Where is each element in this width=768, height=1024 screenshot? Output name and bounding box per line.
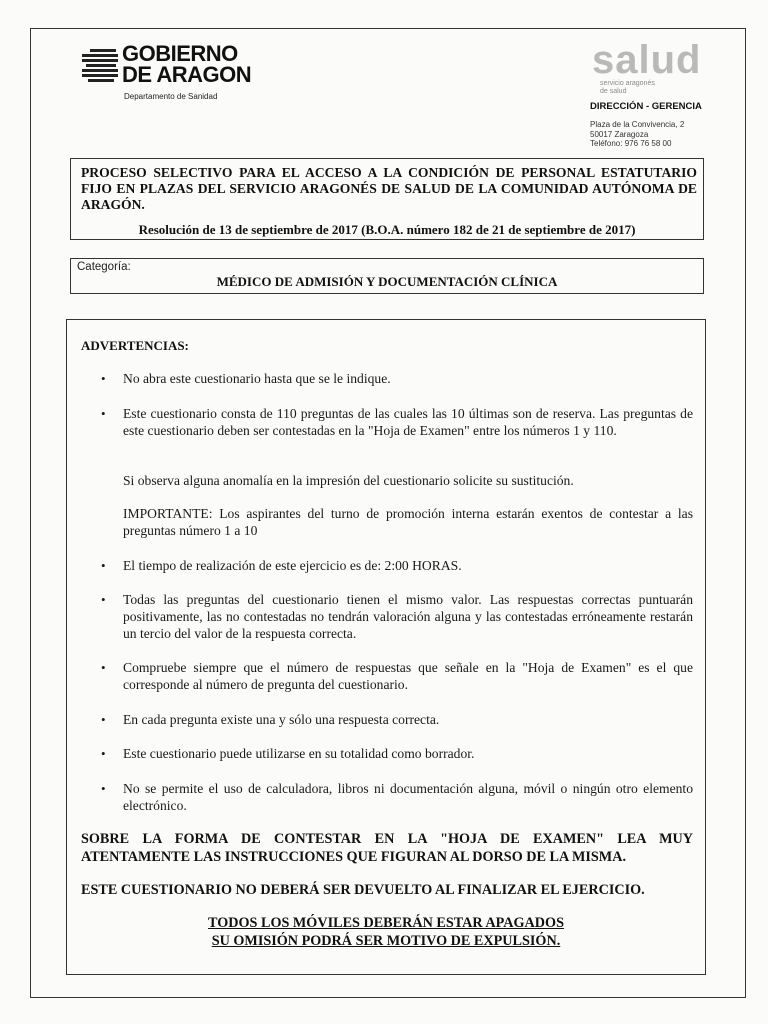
bullet-icon: • [101, 371, 106, 386]
no-return-notice: ESTE CUESTIONARIO NO DEBERÁ SER DEVUELTO AL FINALIZAR EL EJERCICIO. [81, 882, 645, 898]
resolution-line: Resolución de 13 de septiembre de 2017 (B.O.A. número 182 de 21 de septiembre de 2017) [138, 222, 636, 237]
warning-item: • El tiempo de realización de este ejercicio es de: 2:00 HORAS. [101, 558, 462, 573]
phones-off-notice: TODOS LOS MÓVILES DEBERÁN ESTAR APAGADOS [208, 915, 564, 931]
salud-sub-1: servicio aragonés [600, 80, 655, 87]
salud-sub-2: de salud [600, 88, 627, 95]
bullet-icon: • [101, 712, 106, 727]
warning-item: • No se permite el uso de calculadora, libros ni documentación alguna, móvil o ningún otro elemento electrónico. [101, 781, 693, 813]
warnings-title: ADVERTENCIAS: [81, 338, 189, 353]
bullet-icon: • [101, 558, 106, 573]
bullet-icon: • [101, 660, 106, 675]
bullet-icon: • [101, 746, 106, 761]
salud-word: salud [592, 38, 702, 82]
address-block [590, 120, 720, 149]
department-name: Departamento de Sanidad [124, 92, 218, 101]
process-title-box [70, 158, 704, 240]
bullet-icon: • [101, 781, 106, 796]
bullet-icon: • [101, 406, 106, 421]
answer-sheet-notice: SOBRE LA FORMA DE CONTESTAR EN LA "HOJA DE EXAMEN" LEA MUY ATENTAMENTE LAS INSTRUCCIONES QUE FIGURAN AL DORSO DE LA MISMA. [81, 831, 693, 865]
logo-line-2: DE ARAGON [122, 62, 252, 87]
process-title: PROCESO SELECTIVO PARA EL ACCESO A LA CONDICIÓN DE PERSONAL ESTATUTARIO FIJO EN PLAZAS DEL SERVICIO ARAGONÉS DE SALUD DE LA COMUNIDAD AUTÓNOMA DE ARAGÓN. [81, 165, 697, 212]
direccion-gerencia: DIRECCIÓN - GERENCIA [590, 101, 702, 112]
category-label: Categoría: [77, 261, 131, 273]
warning-subitem: Si observa alguna anomalía en la impresión del cuestionario solicite su sustitución. [123, 473, 574, 488]
logo-line-1: GOBIERNO [122, 41, 238, 66]
warning-item: • Este cuestionario consta de 110 preguntas de las cuales las 10 últimas son de reserva. Las preguntas de este cuestionario deben ser contestadas en la "Hoja de Examen" entre los números 1 y 110. [101, 406, 693, 438]
warning-item: • Compruebe siempre que el número de respuestas que señale en la "Hoja de Examen" es el que corresponde al número de pregunta del cuestionario. [101, 660, 693, 692]
aragon-emblem-icon [82, 48, 120, 86]
category-box [70, 258, 704, 294]
salud-logo [592, 40, 704, 100]
address-line-2: 50017 Zaragoza [590, 129, 649, 139]
address-line-1: Plaza de la Convivencia, 2 [590, 120, 685, 129]
address-line-3: Teléfono: 976 76 58 00 [590, 139, 672, 148]
bullet-icon: • [101, 592, 106, 607]
warning-subitem: IMPORTANTE: Los aspirantes del turno de promoción interna estarán exentos de contestar a las preguntas número 1 a 10 [123, 506, 693, 538]
expulsion-notice: SU OMISIÓN PODRÁ SER MOTIVO DE EXPULSIÓN. [211, 933, 561, 949]
warning-item: • No abra este cuestionario hasta que se le indique. [101, 371, 391, 386]
warning-item: • En cada pregunta existe una y sólo una respuesta correcta. [101, 712, 440, 727]
warning-item: • Todas las preguntas del cuestionario tienen el mismo valor. Las respuestas correctas puntuarán positivamente, las no contestadas no tendrán valoración alguna y las contestadas erróneamente restarán un tercio del valor de la respuesta correcta. [101, 592, 693, 641]
warnings-box [66, 319, 706, 975]
warning-item: • Este cuestionario puede utilizarse en su totalidad como borrador. [101, 746, 475, 761]
category-value: MÉDICO DE ADMISIÓN Y DOCUMENTACIÓN CLÍNICA [216, 274, 558, 289]
